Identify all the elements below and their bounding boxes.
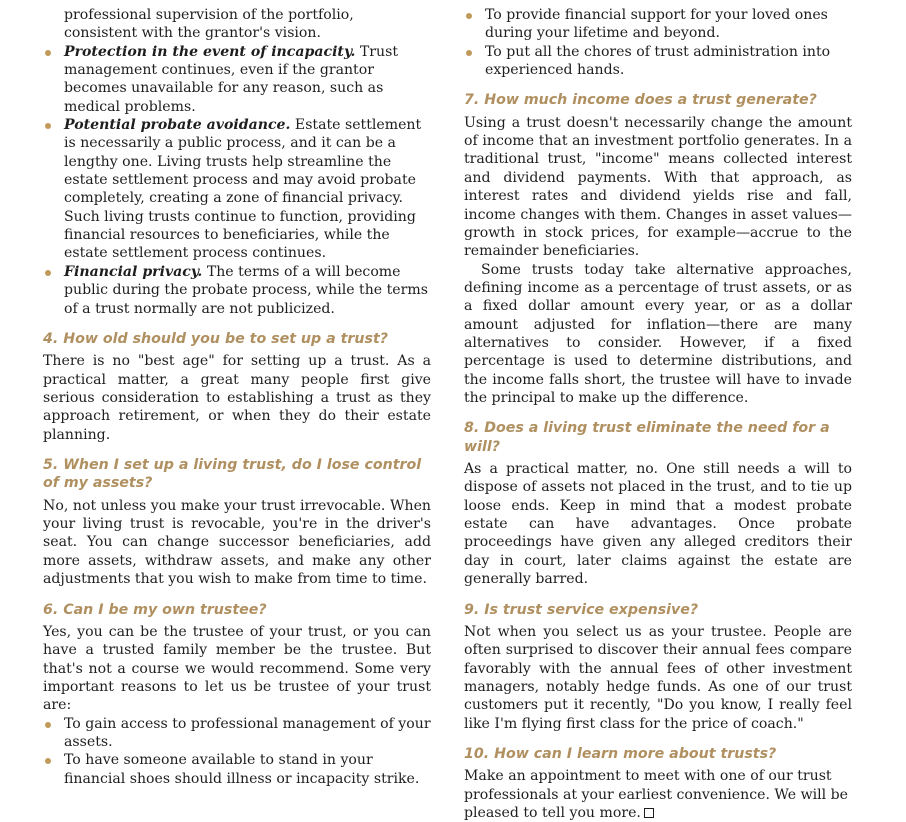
- continued-bullet-text: professional supervision of the portfolio, consistent with the grantor's vision.: [64, 7, 354, 42]
- q9-body: Not when you select us as your trustee. People are often surprised to discover their annual fees compare favorably with the annual fees of other investment managers, notably hedge funds. As one of our trust customers put it recently, "Do you know, I really feel like I'm flying first class for the price of coach.": [464, 623, 852, 732]
- q6-bullet: To have someone available to stand in your financial shoes should illness or incapacity strike.: [43, 751, 431, 788]
- benefit-text: The terms of a will become public during the probate process, while the terms of a trust normally are not publicized.: [64, 263, 428, 317]
- q10-paragraph: [464, 767, 852, 822]
- benefit-lead: Potential probate avoidance.: [64, 117, 291, 134]
- continued-bullet: To put all the chores of trust administration into experienced hands.: [464, 43, 852, 80]
- q7-body-2: Some trusts today take alternative approaches, defining income as a percentage of trust assets, or as a fixed dollar amount every year, or as a dollar amount adjusted for inflation—there are many alternatives to consider. However, if a fixed percentage is used to determine distributions, and the income falls short, the trustee will have to invade the principal to make up the difference.: [464, 261, 852, 406]
- q6-body: Yes, you can be the trustee of your trust, or you can have a trusted family member be the trustee. But that's not a course we would recommend. Some very important reasons to let us be trustee of your trust are:: [43, 623, 431, 714]
- q4-heading: 4. How old should you be to set up a trust?: [43, 330, 388, 347]
- q5-heading: 5. When I set up a living trust, do I lose control of my assets?: [43, 456, 422, 492]
- q8-body: As a practical matter, no. One still needs a will to dispose of assets not placed in the trust, and to tie up loose ends. Keep in mind that a modest probate estate can have advantages. Once probate proceedings have given any alleged creditors their day in court, later claims against the estate are generally barred.: [464, 461, 852, 588]
- benefit-probate: [43, 116, 431, 263]
- benefit-privacy: [43, 263, 431, 318]
- end-of-article-box-icon: [644, 808, 654, 818]
- q9-heading: 9. Is trust service expensive?: [464, 601, 699, 618]
- benefit-text: Trust management continues, even if the grantor becomes unavailable for any reason, such as medical problems.: [64, 43, 399, 115]
- q8-heading: 8. Does a living trust eliminate the need for a will?: [464, 420, 830, 455]
- benefit-text: Estate settlement is necessarily a public process, and it can be a lengthy one. Living trusts help streamline the estate settlement process and may avoid probate completely, creating a zone of financial privacy. Such living trusts continue to function, providing financial resources to beneficiaries, while the estate settlement process continues.: [64, 117, 422, 262]
- q6-bullet: To gain access to professional management of your assets.: [43, 715, 431, 752]
- q10-heading: 10. How can I learn more about trusts?: [464, 745, 777, 762]
- q6-heading: 6. Can I be my own trustee?: [43, 601, 267, 618]
- benefit-lead: Financial privacy.: [64, 263, 203, 280]
- q7-body-1: Using a trust doesn't necessarily change the amount of income that an investment portfolio generates. In a traditional trust, "income" means collected interest and dividend payments. With that approach, as interest rates and dividend yields rise and fall, income changes with them. Changes in asset values—growth in stock prices, for example—accrue to the remainder beneficiaries.: [464, 114, 852, 260]
- left-column: [43, 6, 431, 788]
- benefit-lead: Protection in the event of incapacity.: [64, 43, 356, 60]
- q7-heading: 7. How much income does a trust generate?: [464, 92, 817, 109]
- q4-body: There is no "best age" for setting up a trust. As a practical matter, a great many people first give serious consideration to establishing a trust as they approach retirement, or when they do their estate planning.: [43, 353, 431, 443]
- right-column: [464, 6, 852, 822]
- continued-bullet: To provide financial support for your loved ones during your lifetime and beyond.: [464, 6, 852, 43]
- q5-body: No, not unless you make your trust irrevocable. When your living trust is revocable, you're in the driver's seat. You can change successor beneficiaries, add more assets, withdraw assets, and make any other adjustments that you wish to make from time to time.: [43, 497, 431, 588]
- benefit-incapacity: [43, 43, 431, 116]
- q10-body: Make an appointment to meet with one of our trust professionals at your earliest convenience. We will be pleased to tell you more.: [464, 768, 848, 822]
